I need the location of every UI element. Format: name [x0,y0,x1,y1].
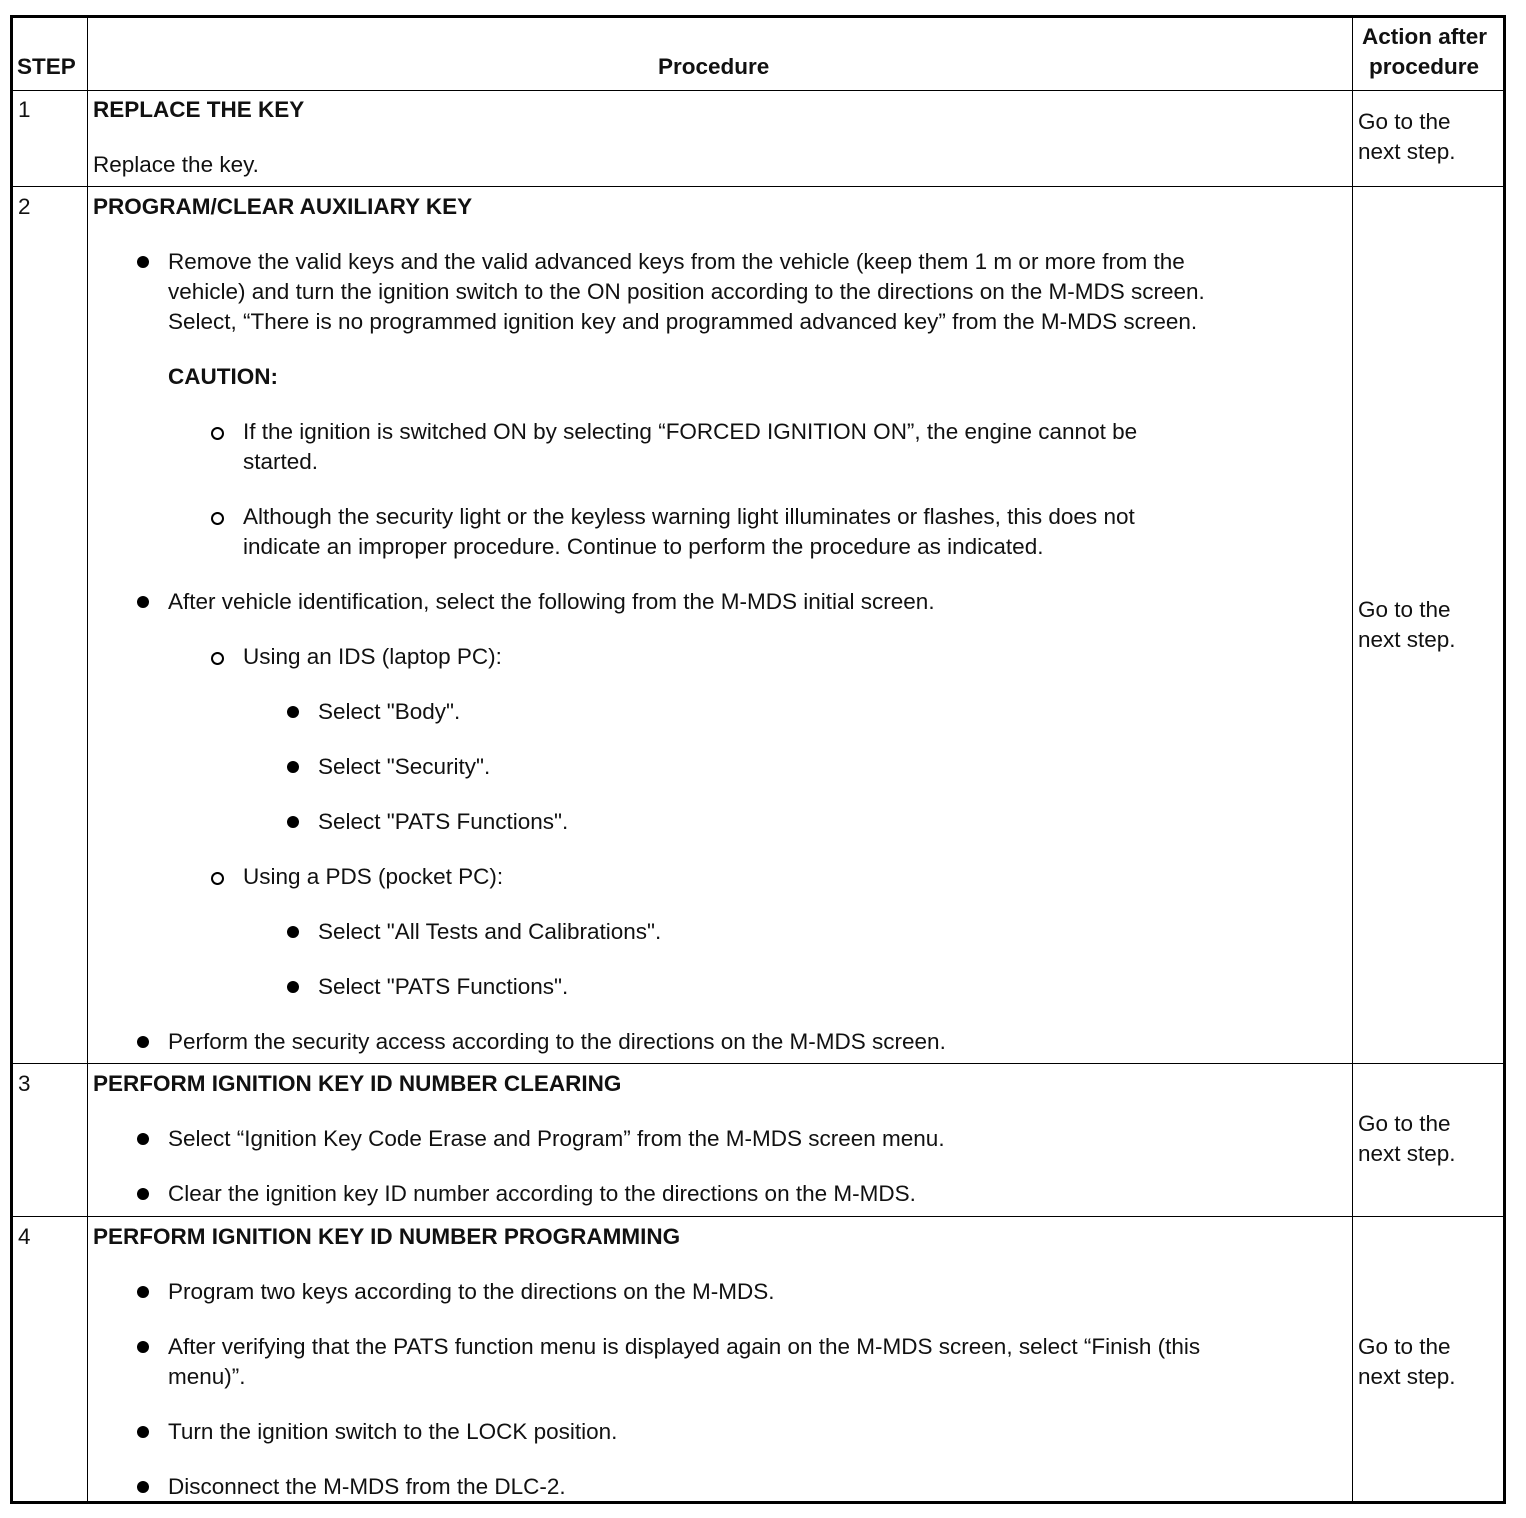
action-text: Go to the [1358,109,1451,134]
circle-bullet-icon [211,872,224,885]
column-divider [87,18,88,1501]
list-item: If the ignition is switched ON by selecting “FORCED IGNITION ON”, the engine cannot be [243,419,1138,444]
row-divider [13,186,1503,187]
action-text: Go to the [1358,1111,1451,1136]
bullet-icon [137,1188,149,1200]
header-action-line2: procedure [1369,54,1480,79]
list-item: menu)”. [168,1364,246,1389]
list-item: started. [243,449,319,474]
bullet-icon [287,761,299,773]
action-text: next step. [1358,139,1456,164]
bullet-icon [137,1426,149,1438]
row-divider [13,1216,1503,1217]
bullet-icon [137,256,149,268]
step-title: REPLACE THE KEY [93,97,305,122]
list-item: Clear the ignition key ID number according to the directions on the M-MDS. [168,1181,916,1206]
list-item: Select "PATS Functions". [318,974,569,999]
list-item: Select, “There is no programmed ignition key and programmed advanced key” from the M-MDS screen. [168,309,1198,334]
list-item: Perform the security access according to the directions on the M-MDS screen. [168,1029,946,1054]
bullet-icon [137,596,149,608]
step-number: 3 [18,1071,31,1096]
bullet-icon [137,1036,149,1048]
list-item: Program two keys according to the directions on the M-MDS. [168,1279,775,1304]
step-number: 1 [18,97,31,122]
step-text: Replace the key. [93,152,259,177]
list-item: Turn the ignition switch to the LOCK position. [168,1419,618,1444]
circle-bullet-icon [211,427,224,440]
action-text: next step. [1358,1141,1456,1166]
bullet-icon [287,981,299,993]
bullet-icon [137,1481,149,1493]
action-text: Go to the [1358,1334,1451,1359]
list-item: Using a PDS (pocket PC): [243,864,504,889]
step-title: PROGRAM/CLEAR AUXILIARY KEY [93,194,473,219]
list-item: Disconnect the M-MDS from the DLC-2. [168,1474,566,1499]
list-item: After vehicle identification, select the following from the M-MDS initial screen. [168,589,935,614]
list-item: vehicle) and turn the ignition switch to the ON position according to the directions on the M-MDS screen. [168,279,1205,304]
bullet-icon [137,1133,149,1145]
step-title: PERFORM IGNITION KEY ID NUMBER CLEARING [93,1071,622,1096]
list-item: Select "Security". [318,754,491,779]
circle-bullet-icon [211,652,224,665]
row-divider [13,1063,1503,1064]
caution-label: CAUTION: [168,364,278,389]
list-item: Select "All Tests and Calibrations". [318,919,662,944]
header-action-line1: Action after [1362,24,1488,49]
list-item: Select "PATS Functions". [318,809,569,834]
bullet-icon [287,926,299,938]
action-text: next step. [1358,1364,1456,1389]
step-number: 2 [18,194,31,219]
header-procedure: Procedure [658,54,770,79]
column-divider [1352,18,1353,1501]
step-title: PERFORM IGNITION KEY ID NUMBER PROGRAMMING [93,1224,681,1249]
list-item: Using an IDS (laptop PC): [243,644,502,669]
row-divider [13,90,1503,91]
list-item: Remove the valid keys and the valid advanced keys from the vehicle (keep them 1 m or more from the [168,249,1185,274]
bullet-icon [137,1286,149,1298]
list-item: After verifying that the PATS function menu is displayed again on the M-MDS screen, select “Finish (this [168,1334,1201,1359]
list-item: Select “Ignition Key Code Erase and Program” from the M-MDS screen menu. [168,1126,945,1151]
circle-bullet-icon [211,512,224,525]
bullet-icon [287,816,299,828]
header-step: STEP [17,54,76,79]
action-text: next step. [1358,627,1456,652]
bullet-icon [287,706,299,718]
step-number: 4 [18,1224,31,1249]
list-item: indicate an improper procedure. Continue to perform the procedure as indicated. [243,534,1044,559]
list-item: Select "Body". [318,699,461,724]
list-item: Although the security light or the keyless warning light illuminates or flashes, this does not [243,504,1135,529]
action-text: Go to the [1358,597,1451,622]
bullet-icon [137,1341,149,1353]
